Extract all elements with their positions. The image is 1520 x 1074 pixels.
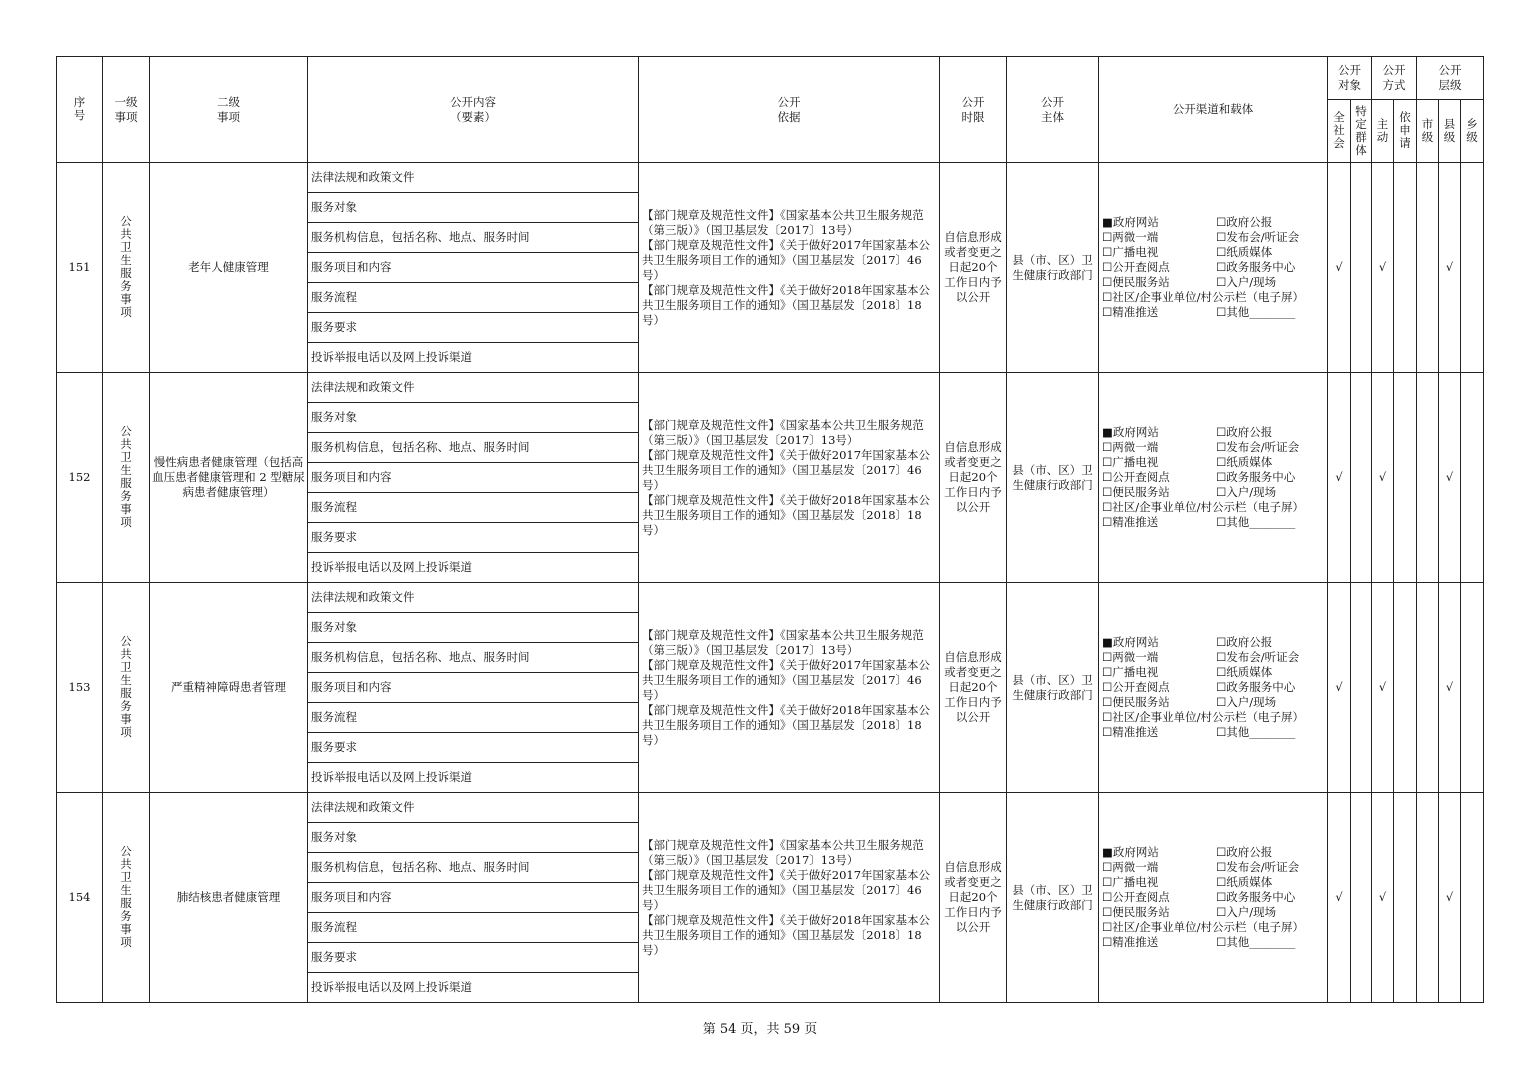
- channel-option: ■政府网站: [1102, 425, 1159, 439]
- cell-tier-city: [1417, 373, 1439, 583]
- channel-row: [1102, 875, 1324, 890]
- cell-target-all: √: [1328, 163, 1351, 373]
- cell-time-limit: [940, 373, 1007, 583]
- channel-option: ☐公开查阅点: [1102, 680, 1170, 694]
- cell-method-apply: [1394, 373, 1417, 583]
- header-target-all: 全社会: [1328, 100, 1351, 163]
- cell-content-item: 投诉举报电话以及网上投诉渠道: [308, 343, 639, 373]
- cell-time-limit: [940, 793, 1007, 1003]
- cell-content-item: 服务流程: [308, 283, 639, 313]
- channel-option: ☐纸质媒体: [1216, 875, 1273, 889]
- channel-option: ■政府网站: [1102, 215, 1159, 229]
- time-limit-text: 自信息形成或者变更之日起20个工作日内予以公开: [944, 440, 1002, 514]
- basis-line: 【部门规章及规范性文件】《关于做好2017年国家基本公共卫生服务项目工作的通知》（国卫基层发〔2017〕46号）: [642, 237, 931, 282]
- header-time-limit: 公开时限: [940, 57, 1007, 163]
- cell-seq: 154: [57, 793, 103, 1003]
- cell-subject: 县（市、区）卫生健康行政部门: [1007, 583, 1099, 793]
- channel-option: ☐精准推送: [1102, 935, 1159, 949]
- cell-seq: 152: [57, 373, 103, 583]
- channel-option: ☐纸质媒体: [1216, 665, 1273, 679]
- channel-option: ☐入户/现场: [1216, 695, 1277, 709]
- table-header: [57, 57, 1484, 163]
- channel-option: ☐广播电视: [1102, 875, 1159, 889]
- channel-row: [1102, 725, 1324, 740]
- cell-content-item: 服务对象: [308, 823, 639, 853]
- cell-basis: [639, 583, 940, 793]
- channel-option: ☐政府公报: [1216, 635, 1273, 649]
- cell-content-item: 服务要求: [308, 943, 639, 973]
- channel-row: [1102, 215, 1324, 230]
- cell-seq: 153: [57, 583, 103, 793]
- basis-line: 【部门规章及规范性文件】《关于做好2018年国家基本公共卫生服务项目工作的通知》（国卫基层发〔2018〕18号）: [642, 912, 931, 957]
- channel-row: [1102, 935, 1324, 950]
- cell-method-apply: [1394, 583, 1417, 793]
- cell-content-item: 法律法规和政策文件: [308, 163, 639, 193]
- cell-content-item: 服务机构信息，包括名称、地点、服务时间: [308, 433, 639, 463]
- basis-line: 【部门规章及规范性文件】《国家基本公共卫生服务规范（第三版）》（国卫基层发〔2017〕13号）: [642, 207, 924, 237]
- basis-line: 【部门规章及规范性文件】《关于做好2018年国家基本公共卫生服务项目工作的通知》（国卫基层发〔2018〕18号）: [642, 282, 931, 327]
- channel-option: ☐发布会/听证会: [1216, 650, 1300, 664]
- cell-basis: [639, 793, 940, 1003]
- channel-row: [1102, 230, 1324, 245]
- level1-label: 公共卫生服务事项: [120, 844, 132, 949]
- channel-option: ☐便民服务站: [1102, 275, 1170, 289]
- channel-row: [1102, 425, 1324, 440]
- cell-channels: [1099, 793, 1328, 1003]
- channel-option: ■政府网站: [1102, 845, 1159, 859]
- channel-option: ☐发布会/听证会: [1216, 440, 1300, 454]
- cell-tier-county: √: [1439, 793, 1461, 1003]
- channel-option: ☐政务服务中心: [1216, 260, 1296, 274]
- header-tier: 公开层级: [1417, 57, 1484, 100]
- channel-option: ☐入户/现场: [1216, 905, 1277, 919]
- header-method: 公开方式: [1372, 57, 1417, 100]
- cell-target-specific: [1351, 163, 1372, 373]
- cell-tier-city: [1417, 163, 1439, 373]
- cell-content-item: 服务对象: [308, 613, 639, 643]
- basis-line: 【部门规章及规范性文件】《关于做好2018年国家基本公共卫生服务项目工作的通知》（国卫基层发〔2018〕18号）: [642, 702, 931, 747]
- channel-row: [1102, 275, 1324, 290]
- cell-content-item: 服务对象: [308, 193, 639, 223]
- cell-content-item: 服务机构信息，包括名称、地点、服务时间: [308, 643, 639, 673]
- header-target: 公开对象: [1328, 57, 1372, 100]
- cell-target-specific: [1351, 373, 1372, 583]
- cell-seq: 151: [57, 163, 103, 373]
- cell-tier-county: √: [1439, 163, 1461, 373]
- basis-line: 【部门规章及规范性文件】《国家基本公共卫生服务规范（第三版）》（国卫基层发〔2017〕13号）: [642, 837, 924, 867]
- cell-method-apply: [1394, 163, 1417, 373]
- basis-line: 【部门规章及规范性文件】《关于做好2018年国家基本公共卫生服务项目工作的通知》（国卫基层发〔2018〕18号）: [642, 492, 931, 537]
- channel-row: [1102, 845, 1324, 860]
- header-basis: 公开依据: [639, 57, 940, 163]
- channel-option: ☐纸质媒体: [1216, 245, 1273, 259]
- cell-time-limit: [940, 583, 1007, 793]
- channel-option: ☐公开查阅点: [1102, 890, 1170, 904]
- cell-tier-county: √: [1439, 373, 1461, 583]
- header-level2: 二级事项: [150, 57, 308, 163]
- header-tier-city: 市级: [1417, 100, 1439, 163]
- cell-target-specific: [1351, 583, 1372, 793]
- cell-level1: [103, 583, 150, 793]
- channel-option: ☐政府公报: [1216, 845, 1273, 859]
- channel-row: [1102, 290, 1324, 305]
- cell-channels: [1099, 583, 1328, 793]
- channel-option: ☐便民服务站: [1102, 695, 1170, 709]
- channel-option: ☐政府公报: [1216, 425, 1273, 439]
- cell-content-item: 投诉举报电话以及网上投诉渠道: [308, 553, 639, 583]
- cell-content-item: 服务要求: [308, 733, 639, 763]
- cell-content-item: 服务要求: [308, 523, 639, 553]
- cell-method-apply: [1394, 793, 1417, 1003]
- channel-row: [1102, 650, 1324, 665]
- cell-content-item: 服务对象: [308, 403, 639, 433]
- cell-level2: [150, 583, 308, 793]
- level1-label: 公共卫生服务事项: [120, 214, 132, 319]
- channel-option: ☐其他________: [1216, 935, 1296, 949]
- channel-option: ☐发布会/听证会: [1216, 860, 1300, 874]
- channel-row: [1102, 635, 1324, 650]
- channel-option: ☐广播电视: [1102, 455, 1159, 469]
- channel-option: ■政府网站: [1102, 635, 1159, 649]
- cell-basis: [639, 163, 940, 373]
- channel-option: ☐入户/现场: [1216, 275, 1277, 289]
- basis-line: 【部门规章及规范性文件】《关于做好2017年国家基本公共卫生服务项目工作的通知》（国卫基层发〔2017〕46号）: [642, 447, 931, 492]
- cell-content-item: 法律法规和政策文件: [308, 373, 639, 403]
- cell-content-item: 服务项目和内容: [308, 883, 639, 913]
- cell-level2: [150, 163, 308, 373]
- level2-label: 肺结核患者健康管理: [176, 890, 281, 904]
- basis-line: 【部门规章及规范性文件】《关于做好2017年国家基本公共卫生服务项目工作的通知》（国卫基层发〔2017〕46号）: [642, 867, 931, 912]
- cell-tier-city: [1417, 583, 1439, 793]
- channel-option: ☐精准推送: [1102, 725, 1159, 739]
- channel-option: ☐其他________: [1216, 725, 1296, 739]
- cell-tier-county: √: [1439, 583, 1461, 793]
- cell-method-active: √: [1372, 793, 1394, 1003]
- cell-method-active: √: [1372, 163, 1394, 373]
- cell-level2: [150, 793, 308, 1003]
- channel-row: [1102, 245, 1324, 260]
- disclosure-table: [56, 56, 1484, 1003]
- header-channel: 公开渠道和载体: [1099, 57, 1328, 163]
- cell-tier-town: [1461, 793, 1484, 1003]
- cell-content-item: 服务要求: [308, 313, 639, 343]
- channel-option: ☐两微一端: [1102, 230, 1159, 244]
- channel-row: [1102, 695, 1324, 710]
- cell-level1: [103, 163, 150, 373]
- header-seq: 序号: [57, 57, 103, 163]
- cell-target-specific: [1351, 793, 1372, 1003]
- channel-row: [1102, 860, 1324, 875]
- level2-label: 严重精神障碍患者管理: [171, 680, 286, 694]
- header-tier-county: 县级: [1439, 100, 1461, 163]
- channel-option: ☐社区/企事业单位/村公示栏（电子屏）: [1102, 920, 1305, 934]
- channel-option: ☐广播电视: [1102, 245, 1159, 259]
- cell-content-item: 服务机构信息，包括名称、地点、服务时间: [308, 223, 639, 253]
- channel-option: ☐精准推送: [1102, 305, 1159, 319]
- cell-content-item: 投诉举报电话以及网上投诉渠道: [308, 973, 639, 1003]
- channel-option: ☐社区/企事业单位/村公示栏（电子屏）: [1102, 290, 1305, 304]
- channel-row: [1102, 500, 1324, 515]
- channel-option: ☐便民服务站: [1102, 485, 1170, 499]
- cell-content-item: 服务项目和内容: [308, 253, 639, 283]
- channel-option: ☐精准推送: [1102, 515, 1159, 529]
- cell-content-item: 法律法规和政策文件: [308, 793, 639, 823]
- header-method-active: 主动: [1372, 100, 1394, 163]
- cell-method-active: √: [1372, 373, 1394, 583]
- header-method-apply: 依申请: [1394, 100, 1417, 163]
- cell-content-item: 服务项目和内容: [308, 673, 639, 703]
- channel-option: ☐社区/企事业单位/村公示栏（电子屏）: [1102, 710, 1305, 724]
- cell-subject: 县（市、区）卫生健康行政部门: [1007, 163, 1099, 373]
- channel-option: ☐两微一端: [1102, 440, 1159, 454]
- time-limit-text: 自信息形成或者变更之日起20个工作日内予以公开: [944, 650, 1002, 724]
- header-level1: 一级事项: [103, 57, 150, 163]
- cell-content-item: 服务流程: [308, 703, 639, 733]
- level1-label: 公共卫生服务事项: [120, 424, 132, 529]
- channel-row: [1102, 890, 1324, 905]
- cell-content-item: 服务流程: [308, 493, 639, 523]
- channel-option: ☐社区/企事业单位/村公示栏（电子屏）: [1102, 500, 1305, 514]
- table-row: [57, 583, 1484, 613]
- cell-channels: [1099, 163, 1328, 373]
- cell-content-item: 服务项目和内容: [308, 463, 639, 493]
- table-row: [57, 373, 1484, 403]
- channel-row: [1102, 260, 1324, 275]
- channel-row: [1102, 305, 1324, 320]
- cell-tier-town: [1461, 163, 1484, 373]
- channel-option: ☐发布会/听证会: [1216, 230, 1300, 244]
- channel-option: ☐广播电视: [1102, 665, 1159, 679]
- channel-option: ☐入户/现场: [1216, 485, 1277, 499]
- cell-target-all: √: [1328, 373, 1351, 583]
- channel-option: ☐其他________: [1216, 515, 1296, 529]
- basis-line: 【部门规章及规范性文件】《国家基本公共卫生服务规范（第三版）》（国卫基层发〔2017〕13号）: [642, 627, 924, 657]
- cell-channels: [1099, 373, 1328, 583]
- channel-row: [1102, 455, 1324, 470]
- header-subject: 公开主体: [1007, 57, 1099, 163]
- channel-option: ☐公开查阅点: [1102, 470, 1170, 484]
- channel-row: [1102, 680, 1324, 695]
- channel-option: ☐政务服务中心: [1216, 680, 1296, 694]
- level2-label: 老年人健康管理: [188, 260, 269, 274]
- channel-option: ☐政务服务中心: [1216, 890, 1296, 904]
- cell-content-item: 法律法规和政策文件: [308, 583, 639, 613]
- channel-option: ☐公开查阅点: [1102, 260, 1170, 274]
- time-limit-text: 自信息形成或者变更之日起20个工作日内予以公开: [944, 860, 1002, 934]
- channel-option: ☐政府公报: [1216, 215, 1273, 229]
- level1-label: 公共卫生服务事项: [120, 634, 132, 739]
- cell-tier-city: [1417, 793, 1439, 1003]
- cell-method-active: √: [1372, 583, 1394, 793]
- cell-tier-town: [1461, 583, 1484, 793]
- basis-line: 【部门规章及规范性文件】《国家基本公共卫生服务规范（第三版）》（国卫基层发〔2017〕13号）: [642, 417, 924, 447]
- channel-option: ☐两微一端: [1102, 650, 1159, 664]
- cell-level1: [103, 373, 150, 583]
- cell-target-all: √: [1328, 793, 1351, 1003]
- channel-row: [1102, 440, 1324, 455]
- channel-row: [1102, 665, 1324, 680]
- channel-row: [1102, 485, 1324, 500]
- channel-option: ☐其他________: [1216, 305, 1296, 319]
- channel-option: ☐政务服务中心: [1216, 470, 1296, 484]
- cell-target-all: √: [1328, 583, 1351, 793]
- table-row: [57, 793, 1484, 823]
- header-content: 公开内容（要素）: [308, 57, 639, 163]
- cell-content-item: 投诉举报电话以及网上投诉渠道: [308, 763, 639, 793]
- cell-level1: [103, 793, 150, 1003]
- basis-line: 【部门规章及规范性文件】《关于做好2017年国家基本公共卫生服务项目工作的通知》（国卫基层发〔2017〕46号）: [642, 657, 931, 702]
- cell-basis: [639, 373, 940, 583]
- channel-option: ☐两微一端: [1102, 860, 1159, 874]
- channel-option: ☐纸质媒体: [1216, 455, 1273, 469]
- cell-level2: [150, 373, 308, 583]
- channel-row: [1102, 710, 1324, 725]
- channel-option: ☐便民服务站: [1102, 905, 1170, 919]
- channel-row: [1102, 515, 1324, 530]
- cell-content-item: 服务流程: [308, 913, 639, 943]
- channel-row: [1102, 905, 1324, 920]
- channel-row: [1102, 470, 1324, 485]
- page-footer: 第 54 页，共 59 页: [702, 1022, 818, 1037]
- header-target-specific: 特定群体: [1351, 100, 1372, 163]
- cell-tier-town: [1461, 373, 1484, 583]
- level2-label: 慢性病患者健康管理（包括高血压患者健康管理和 2 型糖尿病患者健康管理）: [152, 455, 305, 499]
- cell-content-item: 服务机构信息，包括名称、地点、服务时间: [308, 853, 639, 883]
- cell-subject: 县（市、区）卫生健康行政部门: [1007, 793, 1099, 1003]
- cell-time-limit: [940, 163, 1007, 373]
- time-limit-text: 自信息形成或者变更之日起20个工作日内予以公开: [944, 230, 1002, 304]
- channel-row: [1102, 920, 1324, 935]
- table-row: [57, 163, 1484, 193]
- header-tier-town: 乡级: [1461, 100, 1484, 163]
- cell-subject: 县（市、区）卫生健康行政部门: [1007, 373, 1099, 583]
- table-body: [57, 163, 1484, 1003]
